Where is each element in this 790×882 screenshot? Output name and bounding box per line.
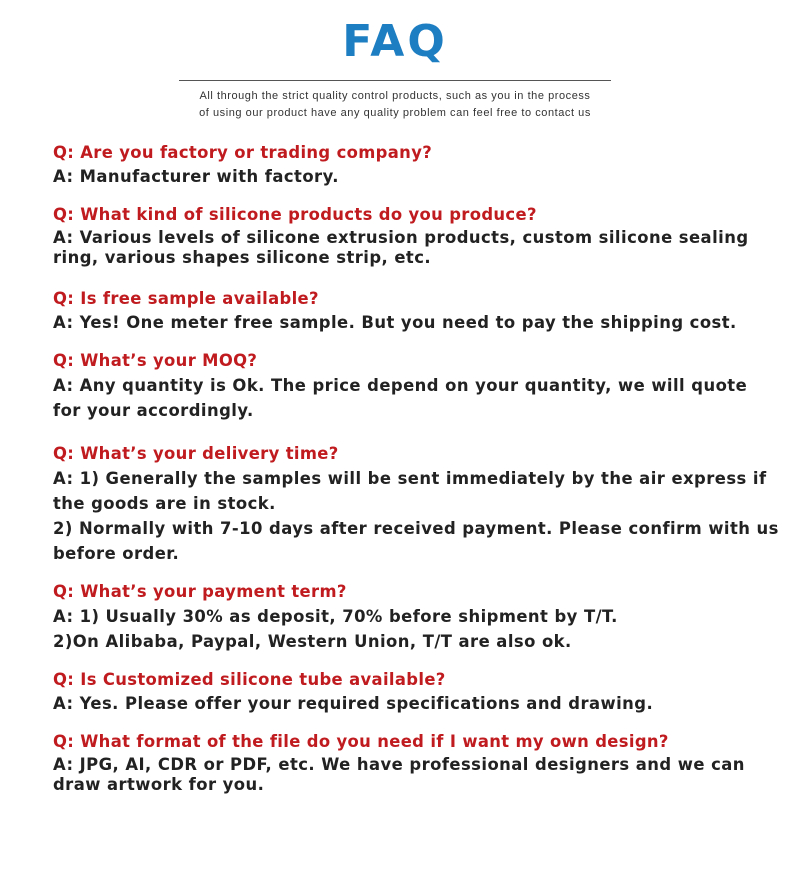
faq-answer-line: before order. [53,544,180,563]
faq-answer [53,604,743,654]
faq-question: Q: What’s your payment term? [53,582,347,601]
faq-answer-line: A: Yes. Please offer your required specifications and drawing. [53,694,654,713]
faq-answer [53,373,748,423]
faq-answer-line: for your accordingly. [53,401,254,420]
faq-item-products [53,204,749,268]
faq-answer-line: A: 1) Generally the samples will be sent immediately by the air express if [53,469,767,488]
faq-question: Q: What’s your delivery time? [53,444,339,463]
faq-answer-line: 2) Normally with 7-10 days after received payment. Please confirm with us [53,519,779,538]
page-subtitle [179,88,611,122]
faq-answer-line: 2)On Alibaba, Paypal, Western Union, T/T are also ok. [53,632,572,651]
faq-question: Q: What’s your MOQ? [53,351,258,370]
subtitle-line: All through the strict quality control products, such as you in the process [199,90,591,102]
faq-answer-line: A: 1) Usually 30% as deposit, 70% before shipment by T/T. [53,607,618,626]
faq-question: Q: Are you factory or trading company? [53,143,433,162]
faq-item-file-format [53,731,743,795]
faq-answer-line: A: Any quantity is Ok. The price depend on your quantity, we will quote [53,376,748,395]
faq-answer-line: A: Yes! One meter free sample. But you need to pay the shipping cost. [53,313,737,332]
faq-item-payment [53,581,743,654]
faq-question: Q: Is free sample available? [53,289,319,308]
faq-answer-line: ring, various shapes silicone strip, etc. [53,248,432,267]
page-title: FAQ [342,16,448,67]
faq-question: Q: Is Customized silicone tube available? [53,670,446,689]
faq-answer [53,466,779,566]
faq-item-delivery [53,443,779,566]
faq-item-moq [53,350,748,423]
subtitle-line: of using our product have any quality problem can feel free to contact us [199,107,591,119]
faq-answer-line: A: JPG, AI, CDR or PDF, etc. We have professional designers and we can [53,755,745,774]
faq-answer [53,166,743,187]
faq-question: Q: What kind of silicone products do you produce? [53,205,537,224]
faq-answer-line: the goods are in stock. [53,494,276,513]
faq-answer-line: A: Manufacturer with factory. [53,167,339,186]
faq-answer-line: A: Various levels of silicone extrusion products, custom silicone sealing [53,228,749,247]
faq-question: Q: What format of the file do you need if I want my own design? [53,732,669,751]
faq-answer [53,755,743,795]
faq-answer-line: draw artwork for you. [53,775,265,794]
faq-answer [53,693,743,714]
faq-item-sample [53,288,743,333]
faq-answer [53,312,743,333]
faq-item-factory [53,142,743,187]
title-divider [179,80,611,81]
faq-list [53,142,779,795]
faq-answer [53,228,749,268]
faq-item-customized [53,669,743,714]
